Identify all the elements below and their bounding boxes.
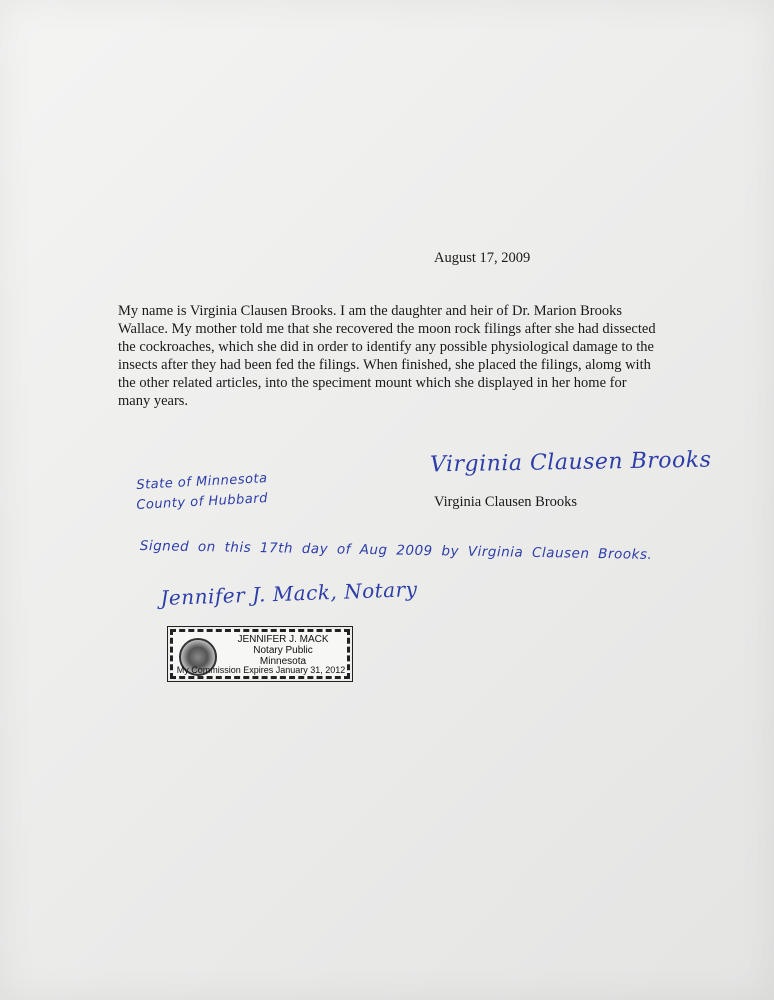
notary-signature: Jennifer J. Mack, Notary: [160, 577, 418, 610]
notary-county: County of Hubbard: [136, 491, 269, 513]
seal-state: Minnesota: [259, 656, 307, 667]
seal-notary-name: JENNIFER J. MACK: [237, 634, 329, 645]
seal-notary-title: Notary Public: [253, 645, 313, 656]
letter-body: My name is Virginia Clausen Brooks. I am the daughter and heir of Dr. Marion Brooks Wallace. My mother told me that she recovered the moon rock filings after she had dissected the cockroaches, which she did in order to identify any possible physiological damage to the insects after they had been fed the filings. When finished, she placed the filings, alomg with the other related articles, into the speciment mount which she displayed in her home for many years.: [118, 303, 656, 409]
handwritten-signature-brooks: Virginia Clausen Brooks: [429, 447, 712, 478]
notary-signed-statement: Signed on this 17th day of Aug 2009 by Virginia Clausen Brooks.: [139, 538, 653, 563]
typed-signer-name: Virginia Clausen Brooks: [434, 494, 578, 510]
seal-commission-expiry: My Commission Expires January 31, 2012: [176, 665, 346, 675]
notary-state: State of Minnesota: [136, 471, 268, 493]
seal-text-block: [217, 634, 349, 667]
letter-date: August 17, 2009: [434, 250, 531, 266]
notary-seal-stamp: [170, 629, 350, 679]
